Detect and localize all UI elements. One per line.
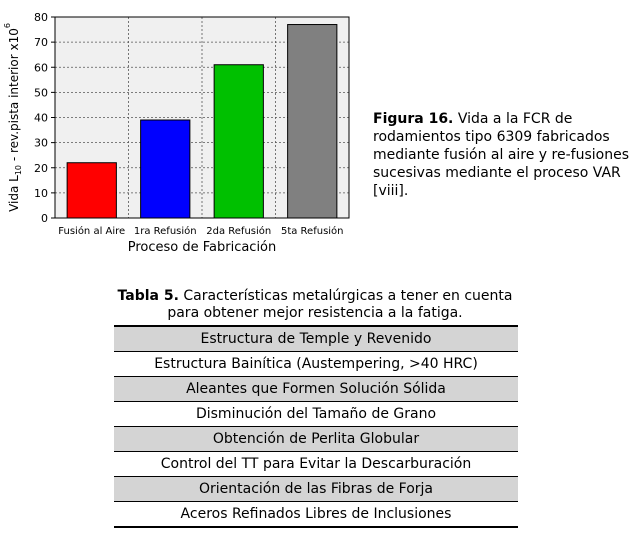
y-axis-label: Vida $L_{10}$ - rev.pista interior $x10^6$ (3, 23, 23, 212)
table-caption-label: Tabla 5. (117, 288, 179, 304)
y-tick-label: 30 (34, 136, 48, 150)
table-caption-text: Características metalúrgicas a tener en cuenta para obtener mejor resistencia a la fatiga. (167, 288, 513, 321)
table-cell: Disminución del Tamaño de Grano (114, 402, 518, 427)
table-cell: Estructura Bainítica (Austempering, >40 HRC) (114, 352, 518, 377)
bar (214, 65, 263, 218)
table-row (114, 402, 518, 427)
table-cell: Obtención de Perlita Globular (114, 427, 518, 452)
table-row (114, 377, 518, 402)
characteristics-table (114, 325, 518, 528)
y-tick-label: 80 (34, 11, 48, 24)
figure-caption (373, 110, 635, 200)
y-tick-label: 20 (34, 161, 48, 175)
bar (141, 120, 190, 218)
table-row (114, 477, 518, 502)
y-tick-label: 40 (34, 111, 48, 125)
table-row (114, 452, 518, 477)
bar (67, 163, 116, 218)
table-row (114, 502, 518, 528)
table-cell: Aleantes que Formen Solución Sólida (114, 377, 518, 402)
figure-caption-label: Figura 16. (373, 111, 454, 127)
y-tick-label: 60 (34, 61, 48, 75)
x-tick-label: 1ra Refusión (133, 226, 197, 237)
x-tick-label: 2da Refusión (206, 226, 272, 237)
y-tick-label: 10 (34, 186, 48, 200)
table-cell: Orientación de las Fibras de Forja (114, 477, 518, 502)
x-tick-label: Fusión al Aire (58, 226, 126, 237)
x-tick-label: 5ta Refusión (280, 226, 344, 237)
bar-chart (0, 0, 360, 265)
table-row (114, 427, 518, 452)
bar (288, 25, 337, 218)
y-tick-label: 50 (34, 86, 48, 100)
table-cell: Estructura de Temple y Revenido (114, 326, 518, 352)
table-row (114, 326, 518, 352)
table-cell: Control del TT para Evitar la Descarburación (114, 452, 518, 477)
x-axis-label: Proceso de Fabricación (127, 240, 277, 255)
table-caption (100, 288, 530, 322)
table-row (114, 352, 518, 377)
y-tick-label: 0 (41, 212, 48, 225)
y-tick-label: 70 (34, 36, 48, 50)
table-cell: Aceros Refinados Libres de Inclusiones (114, 502, 518, 528)
figure-caption-text: Vida a la FCR de rodamientos tipo 6309 fabricados mediante fusión al aire y re-fusiones sucesivas mediante el proceso VAR [viii]. (373, 111, 629, 199)
